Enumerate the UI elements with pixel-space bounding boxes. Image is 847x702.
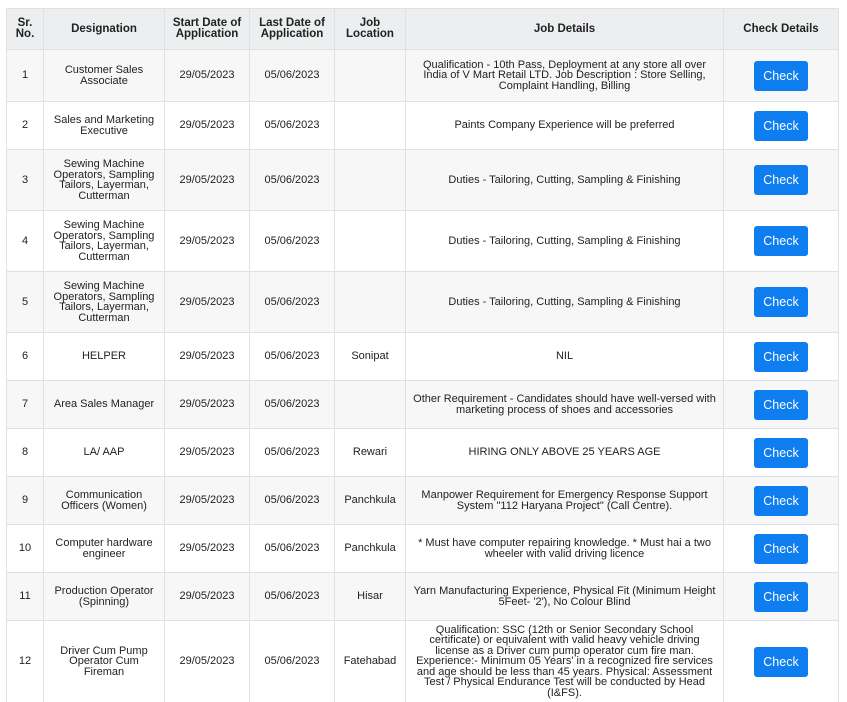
header-start-date: Start Date of Application xyxy=(165,9,250,50)
cell-check xyxy=(724,50,839,102)
cell-start-date: 29/05/2023 xyxy=(165,573,250,621)
table-row xyxy=(7,150,839,211)
cell-last-date: 05/06/2023 xyxy=(250,525,335,573)
cell-job-location xyxy=(335,381,406,429)
cell-job-location xyxy=(335,102,406,150)
table-row xyxy=(7,525,839,573)
cell-last-date: 05/06/2023 xyxy=(250,429,335,477)
cell-check xyxy=(724,150,839,211)
cell-check xyxy=(724,477,839,525)
cell-check xyxy=(724,429,839,477)
table-row xyxy=(7,429,839,477)
cell-designation: Communication Officers (Women) xyxy=(44,477,165,525)
cell-job-location: Panchkula xyxy=(335,477,406,525)
cell-start-date: 29/05/2023 xyxy=(165,621,250,702)
cell-last-date: 05/06/2023 xyxy=(250,573,335,621)
header-sr-no: Sr. No. xyxy=(7,9,44,50)
cell-last-date: 05/06/2023 xyxy=(250,477,335,525)
cell-start-date: 29/05/2023 xyxy=(165,272,250,333)
cell-check xyxy=(724,573,839,621)
cell-job-details: Duties - Tailoring, Cutting, Sampling & Finishing xyxy=(406,272,724,333)
cell-designation: Driver Cum Pump Operator Cum Fireman xyxy=(44,621,165,702)
check-button[interactable]: Check xyxy=(754,287,808,317)
cell-sr-no: 5 xyxy=(7,272,44,333)
header-check-details: Check Details xyxy=(724,9,839,50)
cell-job-location: Fatehabad xyxy=(335,621,406,702)
check-button[interactable]: Check xyxy=(754,486,808,516)
check-button[interactable]: Check xyxy=(754,226,808,256)
cell-job-location xyxy=(335,150,406,211)
cell-job-details: * Must have computer repairing knowledge. * Must hai a two wheeler with valid driving licence xyxy=(406,525,724,573)
cell-job-location xyxy=(335,272,406,333)
cell-job-details: Yarn Manufacturing Experience, Physical Fit (Minimum Height 5Feet- '2'), No Colour Blind xyxy=(406,573,724,621)
cell-start-date: 29/05/2023 xyxy=(165,381,250,429)
cell-sr-no: 8 xyxy=(7,429,44,477)
cell-job-location xyxy=(335,50,406,102)
header-job-details: Job Details xyxy=(406,9,724,50)
cell-check xyxy=(724,525,839,573)
cell-job-location: Rewari xyxy=(335,429,406,477)
cell-check xyxy=(724,102,839,150)
jobs-table xyxy=(6,8,839,702)
check-button[interactable]: Check xyxy=(754,165,808,195)
cell-job-details: Other Requirement - Candidates should have well-versed with marketing process of shoes and accessories xyxy=(406,381,724,429)
table-row xyxy=(7,50,839,102)
cell-job-details: Duties - Tailoring, Cutting, Sampling & Finishing xyxy=(406,211,724,272)
check-button[interactable]: Check xyxy=(754,61,808,91)
cell-last-date: 05/06/2023 xyxy=(250,150,335,211)
cell-start-date: 29/05/2023 xyxy=(165,525,250,573)
cell-job-details: Manpower Requirement for Emergency Response Support System "112 Haryana Project" (Call Centre). xyxy=(406,477,724,525)
cell-job-location: Hisar xyxy=(335,573,406,621)
cell-check xyxy=(724,211,839,272)
cell-job-details: Qualification: SSC (12th or Senior Secondary School certificate) or equivalent with valid heavy vehicle driving license as a Driver cum pump operator cum fire man. Experience:- Minimum 05 Years' in a recognized fire services and age should be less than 45 years. Physical: Assessment Test / Physical Endurance Test will be conducted by Head (I&FS). xyxy=(406,621,724,702)
cell-job-details: HIRING ONLY ABOVE 25 YEARS AGE xyxy=(406,429,724,477)
cell-last-date: 05/06/2023 xyxy=(250,381,335,429)
cell-start-date: 29/05/2023 xyxy=(165,150,250,211)
cell-designation: Sewing Machine Operators, Sampling Tailors, Layerman, Cutterman xyxy=(44,272,165,333)
cell-designation: Sales and Marketing Executive xyxy=(44,102,165,150)
cell-designation: Production Operator (Spinning) xyxy=(44,573,165,621)
cell-start-date: 29/05/2023 xyxy=(165,333,250,381)
cell-job-details: Qualification - 10th Pass, Deployment at any store all over India of V Mart Retail LTD. Job Description : Store Selling, Complaint Handling, Billing xyxy=(406,50,724,102)
table-row xyxy=(7,102,839,150)
table-row xyxy=(7,272,839,333)
cell-last-date: 05/06/2023 xyxy=(250,102,335,150)
cell-start-date: 29/05/2023 xyxy=(165,477,250,525)
cell-job-details: Paints Company Experience will be preferred xyxy=(406,102,724,150)
table-row xyxy=(7,477,839,525)
check-button[interactable]: Check xyxy=(754,342,808,372)
cell-sr-no: 12 xyxy=(7,621,44,702)
cell-check xyxy=(724,381,839,429)
table-row xyxy=(7,333,839,381)
cell-sr-no: 10 xyxy=(7,525,44,573)
table-body xyxy=(7,50,839,702)
header-job-location: Job Location xyxy=(335,9,406,50)
table-header xyxy=(7,9,839,50)
cell-designation: Area Sales Manager xyxy=(44,381,165,429)
header-last-date: Last Date of Application xyxy=(250,9,335,50)
cell-job-details: Duties - Tailoring, Cutting, Sampling & Finishing xyxy=(406,150,724,211)
cell-last-date: 05/06/2023 xyxy=(250,50,335,102)
cell-job-location: Panchkula xyxy=(335,525,406,573)
check-button[interactable]: Check xyxy=(754,582,808,612)
check-button[interactable]: Check xyxy=(754,534,808,564)
table-row xyxy=(7,573,839,621)
cell-start-date: 29/05/2023 xyxy=(165,429,250,477)
cell-designation: LA/ AAP xyxy=(44,429,165,477)
cell-job-location: Sonipat xyxy=(335,333,406,381)
cell-sr-no: 2 xyxy=(7,102,44,150)
cell-designation: Sewing Machine Operators, Sampling Tailors, Layerman, Cutterman xyxy=(44,211,165,272)
cell-last-date: 05/06/2023 xyxy=(250,621,335,702)
cell-start-date: 29/05/2023 xyxy=(165,102,250,150)
header-designation: Designation xyxy=(44,9,165,50)
check-button[interactable]: Check xyxy=(754,111,808,141)
cell-sr-no: 9 xyxy=(7,477,44,525)
cell-check xyxy=(724,333,839,381)
cell-sr-no: 4 xyxy=(7,211,44,272)
cell-last-date: 05/06/2023 xyxy=(250,211,335,272)
cell-sr-no: 11 xyxy=(7,573,44,621)
cell-designation: Customer Sales Associate xyxy=(44,50,165,102)
cell-designation: HELPER xyxy=(44,333,165,381)
cell-start-date: 29/05/2023 xyxy=(165,50,250,102)
cell-designation: Computer hardware engineer xyxy=(44,525,165,573)
cell-job-location xyxy=(335,211,406,272)
cell-designation: Sewing Machine Operators, Sampling Tailors, Layerman, Cutterman xyxy=(44,150,165,211)
cell-last-date: 05/06/2023 xyxy=(250,272,335,333)
cell-sr-no: 1 xyxy=(7,50,44,102)
table-row xyxy=(7,621,839,702)
cell-check xyxy=(724,272,839,333)
cell-job-details: NIL xyxy=(406,333,724,381)
table-row xyxy=(7,381,839,429)
header-row xyxy=(7,9,839,50)
cell-last-date: 05/06/2023 xyxy=(250,333,335,381)
check-button[interactable]: Check xyxy=(754,390,808,420)
cell-start-date: 29/05/2023 xyxy=(165,211,250,272)
cell-sr-no: 6 xyxy=(7,333,44,381)
table-row xyxy=(7,211,839,272)
check-button[interactable]: Check xyxy=(754,438,808,468)
cell-check xyxy=(724,621,839,702)
cell-sr-no: 3 xyxy=(7,150,44,211)
cell-sr-no: 7 xyxy=(7,381,44,429)
check-button[interactable]: Check xyxy=(754,647,808,677)
